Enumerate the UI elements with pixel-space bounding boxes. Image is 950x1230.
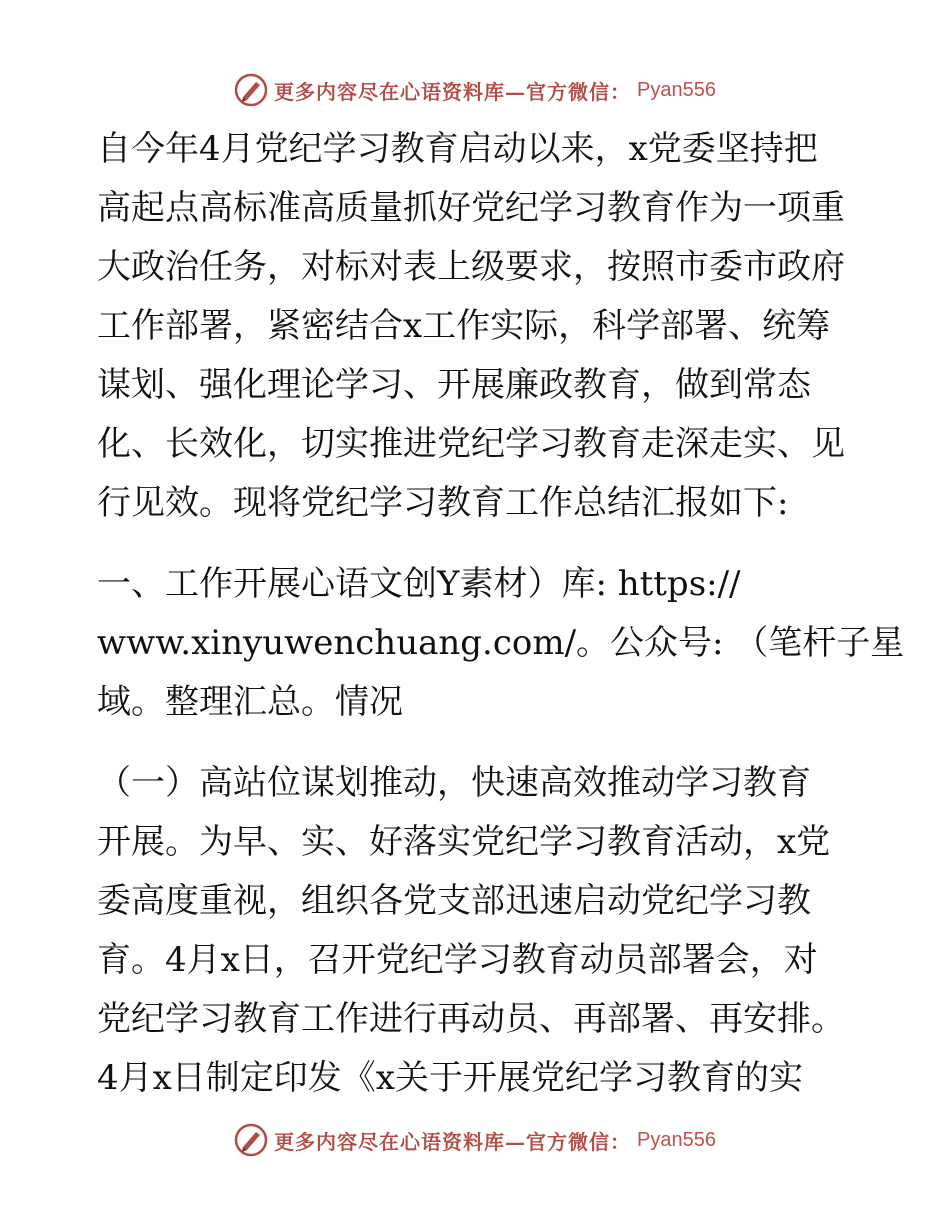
text-line: 党纪学习教育工作进行再动员、再部署、再安排。 [97, 999, 845, 1039]
text-line: 域。整理汇总。情况 [97, 682, 403, 722]
text-line: 开展。为早、实、好落实党纪学习教育活动，x党 [97, 822, 831, 862]
watermark-wechat-id: Pyan556 [637, 1128, 716, 1151]
watermark-text: 更多内容尽在心语资料库—官方微信： [274, 1129, 632, 1154]
text-line: 委高度重视，组织各党支部迅速启动党纪学习教 [97, 881, 811, 921]
text-line: 高起点高标准高质量抓好党纪学习教育作为一项重 [97, 188, 845, 228]
pen-logo-icon [234, 1123, 268, 1157]
text-line: 工作部署，紧密结合x工作实际，科学部署、统筹 [97, 306, 831, 346]
text-line: 一、工作开展心语文创Y素材）库: https:// [97, 564, 741, 604]
text-line: 大政治任务，对标对表上级要求，按照市委市政府 [97, 247, 845, 287]
header-watermark [0, 70, 950, 110]
pen-logo-icon [234, 73, 268, 107]
section-heading-paragraph [97, 555, 905, 732]
subsection-paragraph [97, 754, 857, 1108]
intro-paragraph [97, 120, 857, 533]
document-body [97, 120, 905, 1108]
text-line: www.xinyuwenchuang.com/。公众号: （笔杆子星 [97, 623, 905, 663]
text-line: 行见效。现将党纪学习教育工作总结汇报如下: [97, 483, 789, 523]
watermark-text: 更多内容尽在心语资料库—官方微信： [274, 79, 632, 104]
footer-watermark [0, 1120, 950, 1160]
text-line: 4月x日制定印发《x关于开展党纪学习教育的实 [97, 1058, 803, 1098]
text-line: 育。4月x日，召开党纪学习教育动员部署会，对 [97, 940, 818, 980]
text-line: 谋划、强化理论学习、开展廉政教育，做到常态 [97, 365, 811, 405]
watermark-wechat-id: Pyan556 [637, 78, 716, 101]
text-line: 自今年4月党纪学习教育启动以来，x党委坚持把 [97, 129, 818, 169]
text-line: 化、长效化，切实推进党纪学习教育走深走实、见 [97, 424, 845, 464]
text-line: （一）高站位谋划推动，快速高效推动学习教育 [97, 763, 811, 803]
